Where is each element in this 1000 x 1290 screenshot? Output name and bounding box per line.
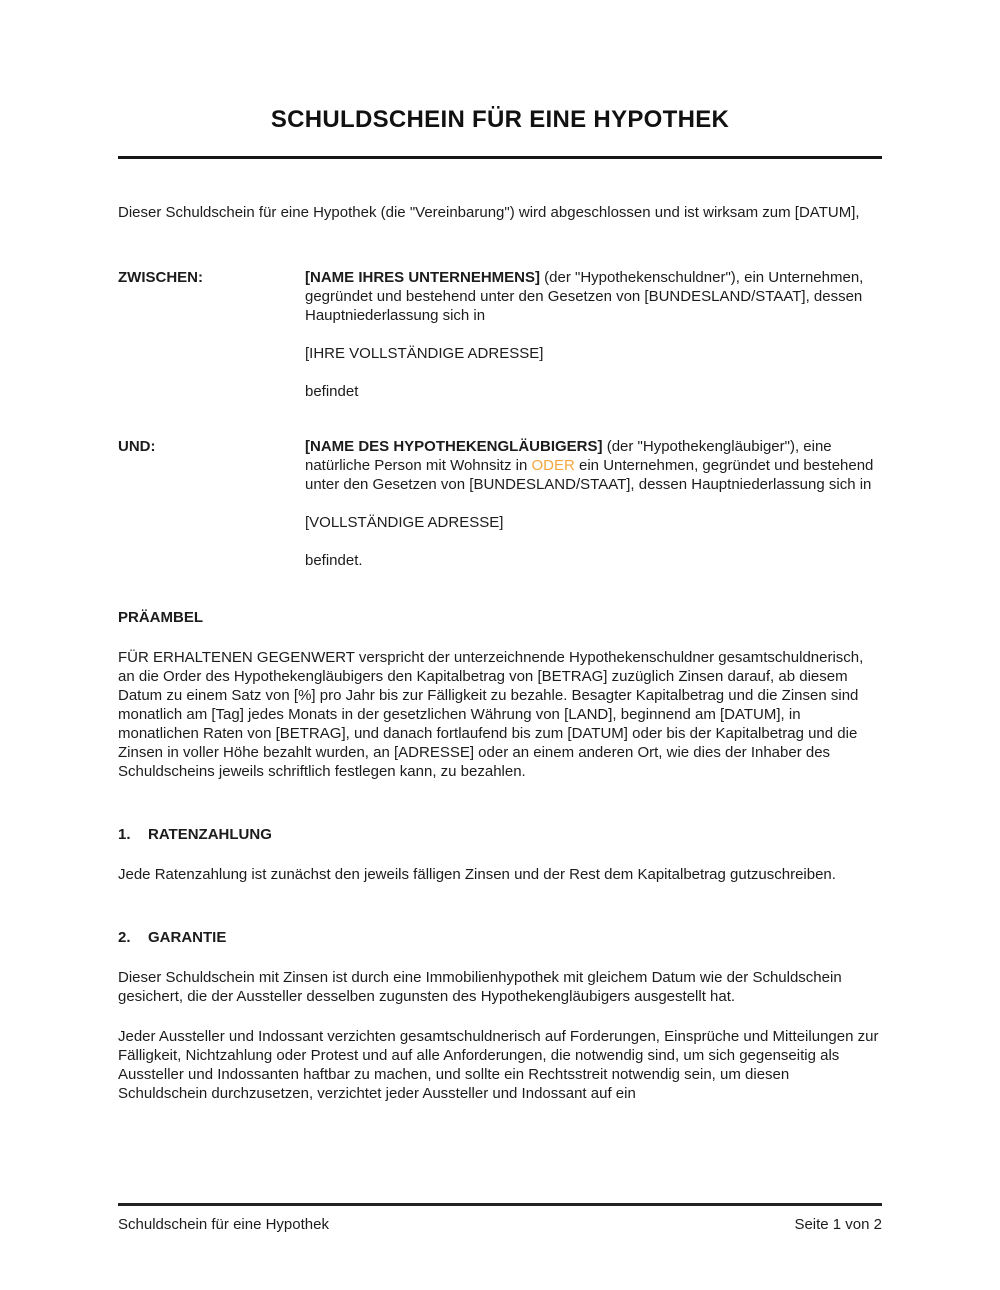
parties-section [118,268,882,570]
party-content [305,437,882,570]
section-number: 2. [118,929,131,946]
party-mortgagee [118,437,882,570]
footer-page-number: Seite 1 von 2 [794,1216,882,1233]
preamble-paragraph: FÜR ERHALTENEN GEGENWERT verspricht der unterzeichnende Hypothekenschuldner gesamtschuldnerisch, an die Order des Hypothekengläubigers den Kapitalbetrag von [BETRAG] zuzüglich Zinsen darauf, ab diesem Datum zu einem Satz von [%] pro Jahr bis zur Fälligkeit zu bezahle. Besagter Kapitalbetrag und die Zinsen sind monatlich am [Tag] jedes Monats in der gesetzlichen Währung von [LAND], beginnend am [DATUM], in monatlichen Raten von [BETRAG], und danach fortlaufend bis zum [DATUM] oder bis der Kapitalbetrag und die Zinsen in voller Höhe bezahlt wurden, an [ADRESSE] oder an einem anderen Ort, wie dies der Inhaber des Schuldscheins jeweils schriftlich festlegen kann, zu bezahlen. [118,649,864,780]
party-address-placeholder: [VOLLSTÄNDIGE ADRESSE] [305,514,504,531]
party-name-placeholder: [NAME DES HYPOTHEKENGLÄUBIGERS] [305,438,603,455]
party-description-text: (der "Hypothekengläubiger"), eine natürliche Person mit Wohnsitz in [305,438,832,474]
party-description [305,268,882,325]
section-paragraph: Jede Ratenzahlung ist zunächst den jeweils fälligen Zinsen und der Rest dem Kapitalbetrag gutzuschreiben. [118,866,836,883]
intro-paragraph: Dieser Schuldschein für eine Hypothek (die "Vereinbarung") wird abgeschlossen und ist wirksam zum [DATUM], [118,204,860,221]
party-description-text: (der "Hypothekenschuldner"), ein Unternehmen, gegründet und bestehend unter den Gesetzen von [BUNDESLAND/STAAT], dessen Hauptniederlassung sich in [305,269,864,324]
page-title: SCHULDSCHEIN FÜR EINE HYPOTHEK [270,106,730,133]
party-label-zwischen: ZWISCHEN: [118,269,203,286]
page-footer [118,1203,882,1234]
party-description-text: ein Unternehmen, gegründet und bestehend unter den Gesetzen von [BUNDESLAND/STAAT], dessen Hauptniederlassung sich in [305,457,874,493]
party-mortgagor [118,268,882,401]
footer-document-title: Schuldschein für eine Hypothek [118,1216,329,1233]
section-title: RATENZAHLUNG [148,826,272,843]
section-heading-garantie [118,928,882,947]
title-rule [118,156,882,159]
party-name-placeholder: [NAME IHRES UNTERNEHMENS] [305,269,541,286]
section-paragraph: Jeder Aussteller und Indossant verzichten gesamtschuldnerisch auf Forderungen, Einsprüche und Mitteilungen zur Fälligkeit, Nichtzahlung oder Protest und auf alle Anforderungen, die notwendig sind, um sich gegenseitig als Aussteller und Indossanten haftbar zu machen, und sollte ein Rechtsstreit notwendig sein, um diesen Schuldschein durchzusetzen, verzichtet jeder Aussteller und Indossant auf ein [118,1028,879,1102]
section-heading-ratenzahlung [118,825,882,844]
section-paragraph: Dieser Schuldschein mit Zinsen ist durch eine Immobilienhypothek mit gleichem Datum wie der Schuldschein gesichert, die der Aussteller desselben zugunsten des Hypothekengläubigers ausgestellt hat. [118,969,842,1005]
section-title: GARANTIE [148,929,227,946]
party-tail-text: befindet. [305,552,363,569]
oder-highlight: ODER [531,457,575,474]
party-tail-text: befindet [305,383,359,400]
party-label-und: UND: [118,438,156,455]
preamble-heading: PRÄAMBEL [118,609,203,626]
section-number: 1. [118,826,131,843]
party-content [305,268,882,401]
party-address-placeholder: [IHRE VOLLSTÄNDIGE ADRESSE] [305,345,544,362]
party-description [305,437,882,494]
